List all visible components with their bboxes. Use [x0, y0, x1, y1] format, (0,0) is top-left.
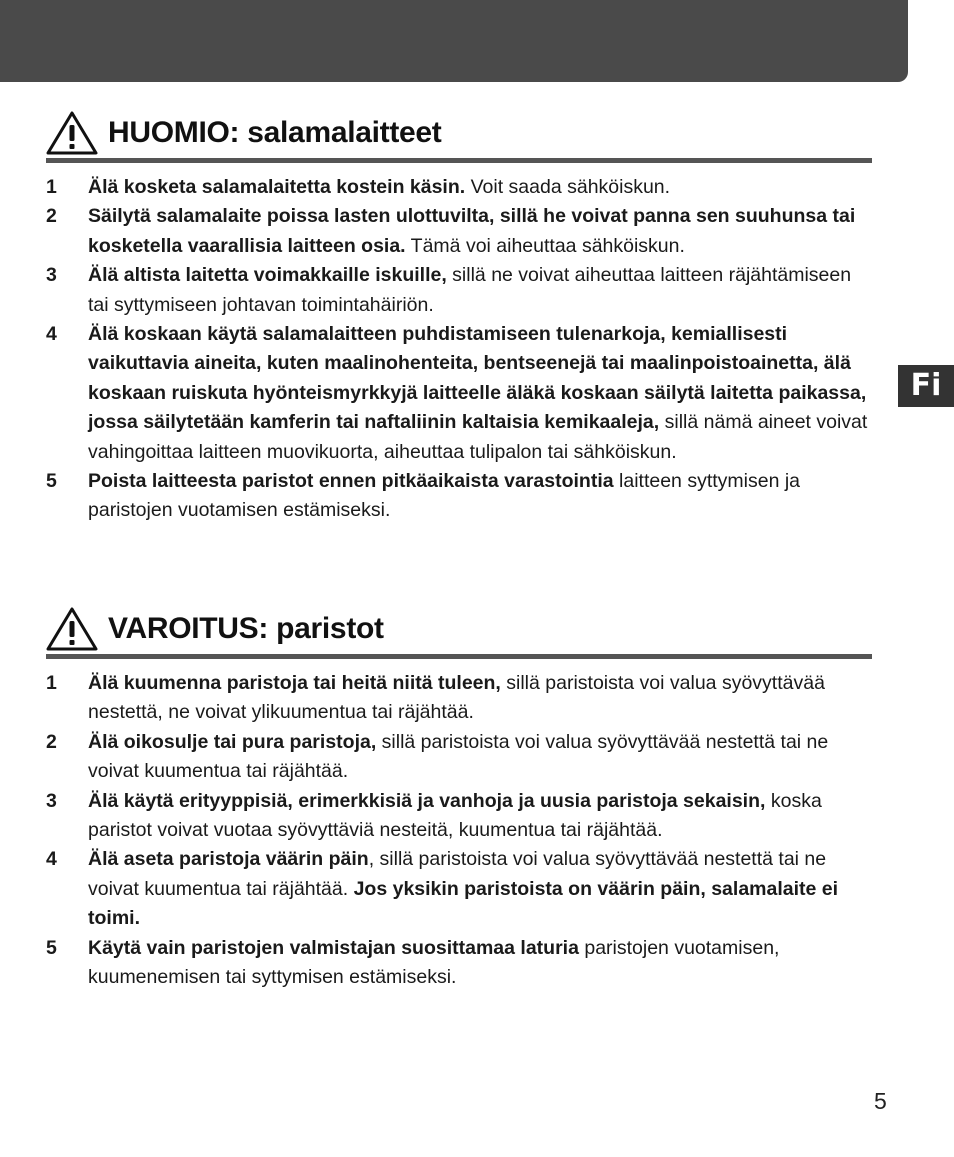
list-item: 5 Poista laitteesta paristot ennen pitkäaikaista varastointia laitteen syttymisen ja paristojen vuotamisen estämiseksi.: [46, 470, 801, 522]
warning-section: [46, 606, 872, 992]
list-item: 1 Älä kosketa salamalaitetta kostein käsin. Voit saada sähköiskun.: [46, 176, 671, 198]
list-item: 4 Älä koskaan käytä salamalaitteen puhdistamiseen tulenarkoja, kemiallisesti vaikuttavia aineita, kuten maalinohenteita, bentseenejä tai maalinpoistoainetta, älä koskaan ruiskuta hyönteismyrkkyjä laitteelle äläkä koskaan säilytä laitetta paikassa, jossa säilytetään kamferin tai naftaliinin kaltaisia kemikaaleja, sillä nämä aineet voivat vahingoittaa laitteen muovikuorta, aiheuttaa tulipalon tai sähköiskun.: [46, 323, 868, 463]
list-item: 4 Älä aseta paristoja väärin päin, sillä paristoista voi valua syövyttävää nestettä tai ne voivat kuumentua tai räjähtää. Jos yksikin paristoista on väärin päin, salamalaite ei toimi.: [46, 848, 839, 930]
top-bar: [0, 0, 908, 82]
section-heading: [46, 110, 872, 163]
caution-list: [46, 173, 872, 526]
warning-triangle-icon: [46, 111, 98, 155]
list-item: 2 Älä oikosulje tai pura paristoja, sillä paristoista voi valua syövyttävää nestettä tai ne voivat kuumentua tai räjähtää.: [46, 730, 829, 783]
list-item: 2 Säilytä salamalaite poissa lasten ulottuvilta, sillä he voivat panna sen suuhunsa tai kosketella vaarallisia laitteen osia. Tämä voi aiheuttaa sähköiskun.: [46, 205, 856, 257]
list-item: 5 Käytä vain paristojen valmistajan suosittamaa laturia paristojen vuotamisen, kuumenemisen tai syttymisen estämiseksi.: [46, 936, 780, 989]
section-title: VAROITUS: paristot: [108, 612, 384, 645]
section-heading: [46, 606, 872, 659]
section-title: HUOMIO: salamalaitteet: [108, 116, 442, 149]
list-item: 3 Älä käytä erityyppisiä, erimerkkisiä ja vanhoja ja uusia paristoja sekaisin, koska paristot voivat vuotaa syövyttäviä nesteitä, kuumentua tai räjähtää.: [46, 789, 822, 842]
warning-list: [46, 669, 872, 992]
warning-triangle-icon: [46, 607, 98, 651]
caution-section: [46, 110, 872, 526]
language-tab: Fi: [898, 365, 954, 407]
page-number: 5: [874, 1088, 887, 1114]
list-item: 1 Älä kuumenna paristoja tai heitä niitä tuleen, sillä paristoista voi valua syövyttävää nestettä, ne voivat ylikuumentua tai räjähtää.: [46, 672, 825, 724]
list-item: 3 Älä altista laitetta voimakkaille iskuille, sillä ne voivat aiheuttaa laitteen räjähtämiseen tai syttymiseen johtavan toimintahäiriön.: [46, 264, 852, 316]
